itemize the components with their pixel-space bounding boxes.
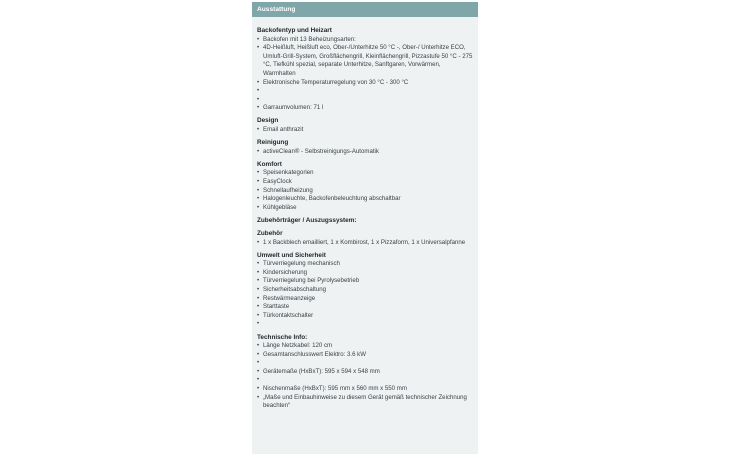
feature-item: • Starttaste: [257, 303, 473, 312]
feature-item: • Email anthrazit: [257, 126, 473, 135]
feature-section: [257, 230, 473, 247]
feature-list: [257, 260, 473, 329]
section-heading: Technische Info:: [257, 333, 308, 341]
feature-list: [257, 169, 473, 212]
feature-item: [257, 87, 473, 96]
feature-item: • Speisenkategorien: [257, 169, 473, 178]
feature-item: • Türkontaktschalter: [257, 312, 473, 321]
card-header: [252, 2, 478, 17]
section-heading: Komfort: [257, 160, 282, 168]
feature-list: [257, 126, 473, 135]
section-heading: Backofentyp und Heizart: [257, 27, 332, 34]
section-heading: Umwelt und Sicherheit: [257, 251, 326, 259]
feature-item: • „Maße und Einbauhinweise zu diesem Gerät gemäß technischer Zeichnung beachten“: [257, 394, 473, 411]
feature-item: • EasyClock: [257, 178, 473, 187]
feature-item: [257, 96, 473, 105]
feature-item: • Backofen mit 13 Beheizungsarten:: [257, 36, 473, 45]
feature-item: • Garraumvolumen: 71 l: [257, 104, 473, 113]
feature-section: [257, 117, 473, 134]
feature-section: [257, 161, 473, 213]
feature-item: • Nischenmaße (HxBxT): 595 mm x 560 mm x 550 mm: [257, 385, 473, 394]
feature-section: [257, 27, 473, 113]
feature-section: [257, 217, 473, 226]
feature-item: • Länge Netzkabel: 120 cm: [257, 342, 473, 351]
feature-item: • 4D-Heißluft, Heißluft eco, Ober-/Unterhitze 50 °C -, Ober-/ Unterhitze ECO, Umluft-Grill-System, Großflächengrill, Kleinflächengrill, Pizzastufe 50 °C - 275 °C, Tiefkühl spezial, separate Unterhitze, Sanftgaren, Vorwärmen, Warmhalten: [257, 44, 473, 78]
feature-list: [257, 239, 473, 248]
feature-item: [257, 359, 473, 368]
feature-item: • Elektronische Temperaturregelung von 30 °C - 300 °C: [257, 79, 473, 88]
feature-item: • Sicherheitsabschaltung: [257, 286, 473, 295]
section-heading: Zubehör: [257, 229, 283, 237]
feature-item: • Türverriegelung mechanisch: [257, 260, 473, 269]
feature-list: [257, 148, 473, 157]
features-content: [252, 17, 478, 411]
section-heading: Zubehörträger / Auszugssystem:: [257, 216, 357, 224]
feature-item: [257, 320, 473, 329]
feature-item: • Schnellaufheizung: [257, 187, 473, 196]
feature-item: • 1 x Backblech emailliert, 1 x Kombirost, 1 x Pizzaform, 1 x Universalpfanne: [257, 239, 473, 248]
feature-item: • Kindersicherung: [257, 269, 473, 278]
feature-section: [257, 252, 473, 329]
feature-item: • Restwärmeanzeige: [257, 295, 473, 304]
feature-list: [257, 36, 473, 113]
feature-item: [257, 376, 473, 385]
feature-item: • activeClean® - Selbstreinigungs-Automatik: [257, 148, 473, 157]
section-heading: Design: [257, 117, 279, 125]
feature-section: [257, 139, 473, 156]
feature-item: • Gesamtanschlusswert Elektro: 3.6 kW: [257, 351, 473, 360]
section-heading: Reinigung: [257, 139, 289, 147]
card-title: Ausstattung: [257, 6, 296, 13]
feature-item: • Gerätemaße (HxBxT): 595 x 594 x 548 mm: [257, 368, 473, 377]
feature-item: • Halogenleuchte, Backofenbeleuchtung abschaltbar: [257, 195, 473, 204]
feature-list: [257, 342, 473, 411]
feature-item: • Türverriegelung bei Pyrolysebetrieb: [257, 277, 473, 286]
features-card: [252, 2, 478, 454]
feature-section: [257, 334, 473, 411]
feature-item: • Kühlgebläse: [257, 204, 473, 213]
